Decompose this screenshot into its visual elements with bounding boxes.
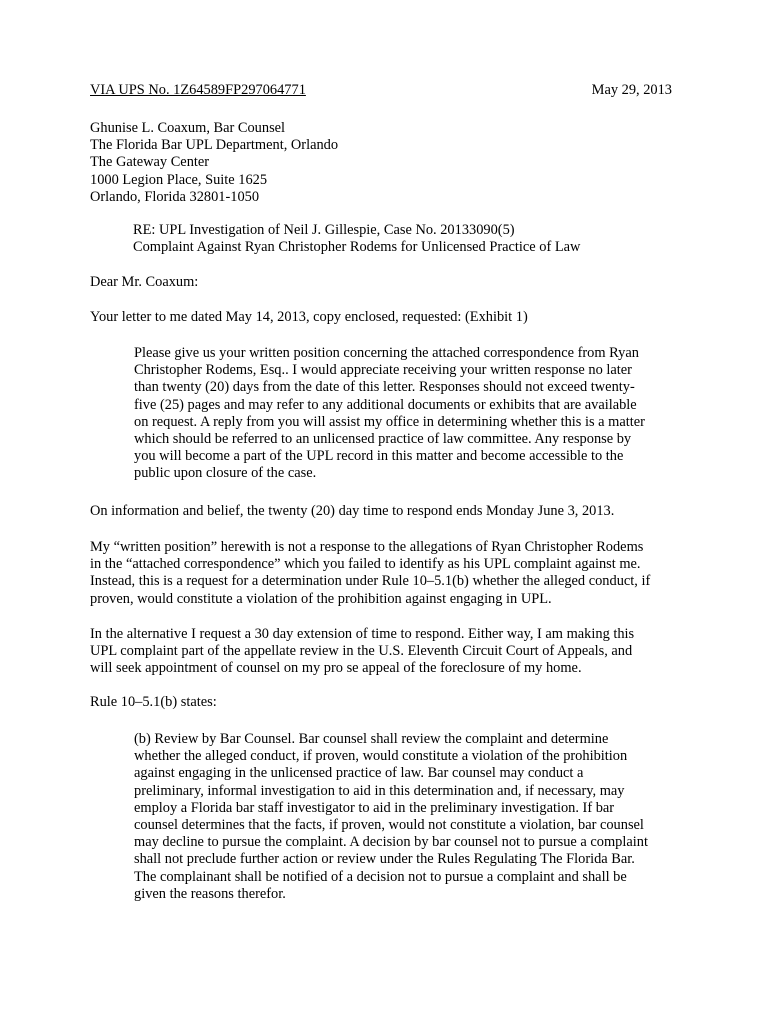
- quote-line: than twenty (20) days from the date of this letter. Responses should not exceed twenty-: [134, 379, 635, 396]
- quote-line: employ a Florida bar staff investigator to aid in the preliminary investigation. If bar: [134, 799, 615, 816]
- salutation: Dear Mr. Coaxum:: [90, 274, 199, 290]
- quote-line: preliminary, informal investigation to aid in this determination and, if necessary, may: [134, 782, 625, 799]
- address-line: 1000 Legion Place, Suite 1625: [90, 171, 268, 188]
- paragraph-line: proven, would constitute a violation of the prohibition against engaging in UPL.: [90, 590, 552, 607]
- paragraph-extension-request: [90, 626, 690, 678]
- quote-line: against engaging in the unlicensed practice of law. Bar counsel may conduct a: [134, 765, 584, 782]
- address-line: The Gateway Center: [90, 154, 210, 171]
- quote-line: whether the alleged conduct, if proven, would constitute a violation of the prohibition: [134, 748, 628, 765]
- quoted-letter-block: [134, 345, 684, 483]
- ups-tracking-line: VIA UPS No. 1Z64589FP297064771: [90, 82, 306, 98]
- letter-date: May 29, 2013: [591, 82, 672, 98]
- re-line: RE: UPL Investigation of Neil J. Gillespie, Case No. 20133090(5): [133, 222, 515, 238]
- quote-line: (b) Review by Bar Counsel. Bar counsel shall review the complaint and determine: [134, 731, 609, 747]
- quote-line: counsel determines that the facts, if proven, would not constitute a violation, bar counsel: [134, 817, 644, 834]
- recipient-address: [90, 120, 338, 206]
- paragraph-letter-reference: Your letter to me dated May 14, 2013, copy enclosed, requested: (Exhibit 1): [90, 309, 528, 325]
- paragraph-line: will seek appointment of counsel on my pro se appeal of the foreclosure of my home.: [90, 660, 582, 677]
- quote-line: may decline to pursue the complaint. A decision by bar counsel not to pursue a complaint: [134, 834, 648, 851]
- quote-line: Christopher Rodems, Esq.. I would appreciate receiving your written response no later: [134, 362, 632, 379]
- address-line: Ghunise L. Coaxum, Bar Counsel: [90, 120, 286, 136]
- quote-line: public upon closure of the case.: [134, 465, 317, 482]
- address-line: The Florida Bar UPL Department, Orlando: [90, 137, 339, 154]
- paragraph-written-position: [90, 539, 690, 608]
- quote-line: The complainant shall be notified of a decision not to pursue a complaint and shall be: [134, 868, 627, 885]
- quote-line: you will become a part of the UPL record in this matter and become accessible to the: [134, 448, 624, 465]
- quote-line: five (25) pages and may refer to any additional documents or exhibits that are available: [134, 396, 637, 413]
- quote-line: on request. A reply from you will assist my office in determining whether this is a matter: [134, 413, 645, 430]
- paragraph-line: Instead, this is a request for a determination under Rule 10–5.1(b) whether the alleged conduct, if: [90, 573, 651, 590]
- paragraph-line: In the alternative I request a 30 day extension of time to respond. Either way, I am making this: [90, 626, 635, 642]
- re-block: [133, 222, 580, 256]
- quote-line: given the reasons therefor.: [134, 885, 286, 902]
- quote-line: Please give us your written position concerning the attached correspondence from Ryan: [134, 345, 639, 361]
- address-line: Orlando, Florida 32801-1050: [90, 188, 260, 205]
- paragraph-line: in the “attached correspondence” which you failed to identify as his UPL complaint against me.: [90, 556, 641, 573]
- quote-line: shall not preclude further action or review under the Rules Regulating The Florida Bar.: [134, 851, 635, 868]
- quote-line: which should be referred to an unlicensed practice of law committee. Any response by: [134, 431, 632, 448]
- paragraph-line: UPL complaint part of the appellate review in the U.S. Eleventh Circuit Court of Appeals, and: [90, 643, 633, 660]
- re-line: Complaint Against Ryan Christopher Rodems for Unlicensed Practice of Law: [133, 239, 581, 256]
- paragraph-deadline: On information and belief, the twenty (20) day time to respond ends Monday June 3, 2013.: [90, 503, 615, 519]
- paragraph-line: My “written position” herewith is not a response to the allegations of Ryan Christopher Rodems: [90, 539, 644, 555]
- quoted-rule-block: [134, 731, 684, 903]
- paragraph-rule-intro: Rule 10–5.1(b) states:: [90, 694, 217, 710]
